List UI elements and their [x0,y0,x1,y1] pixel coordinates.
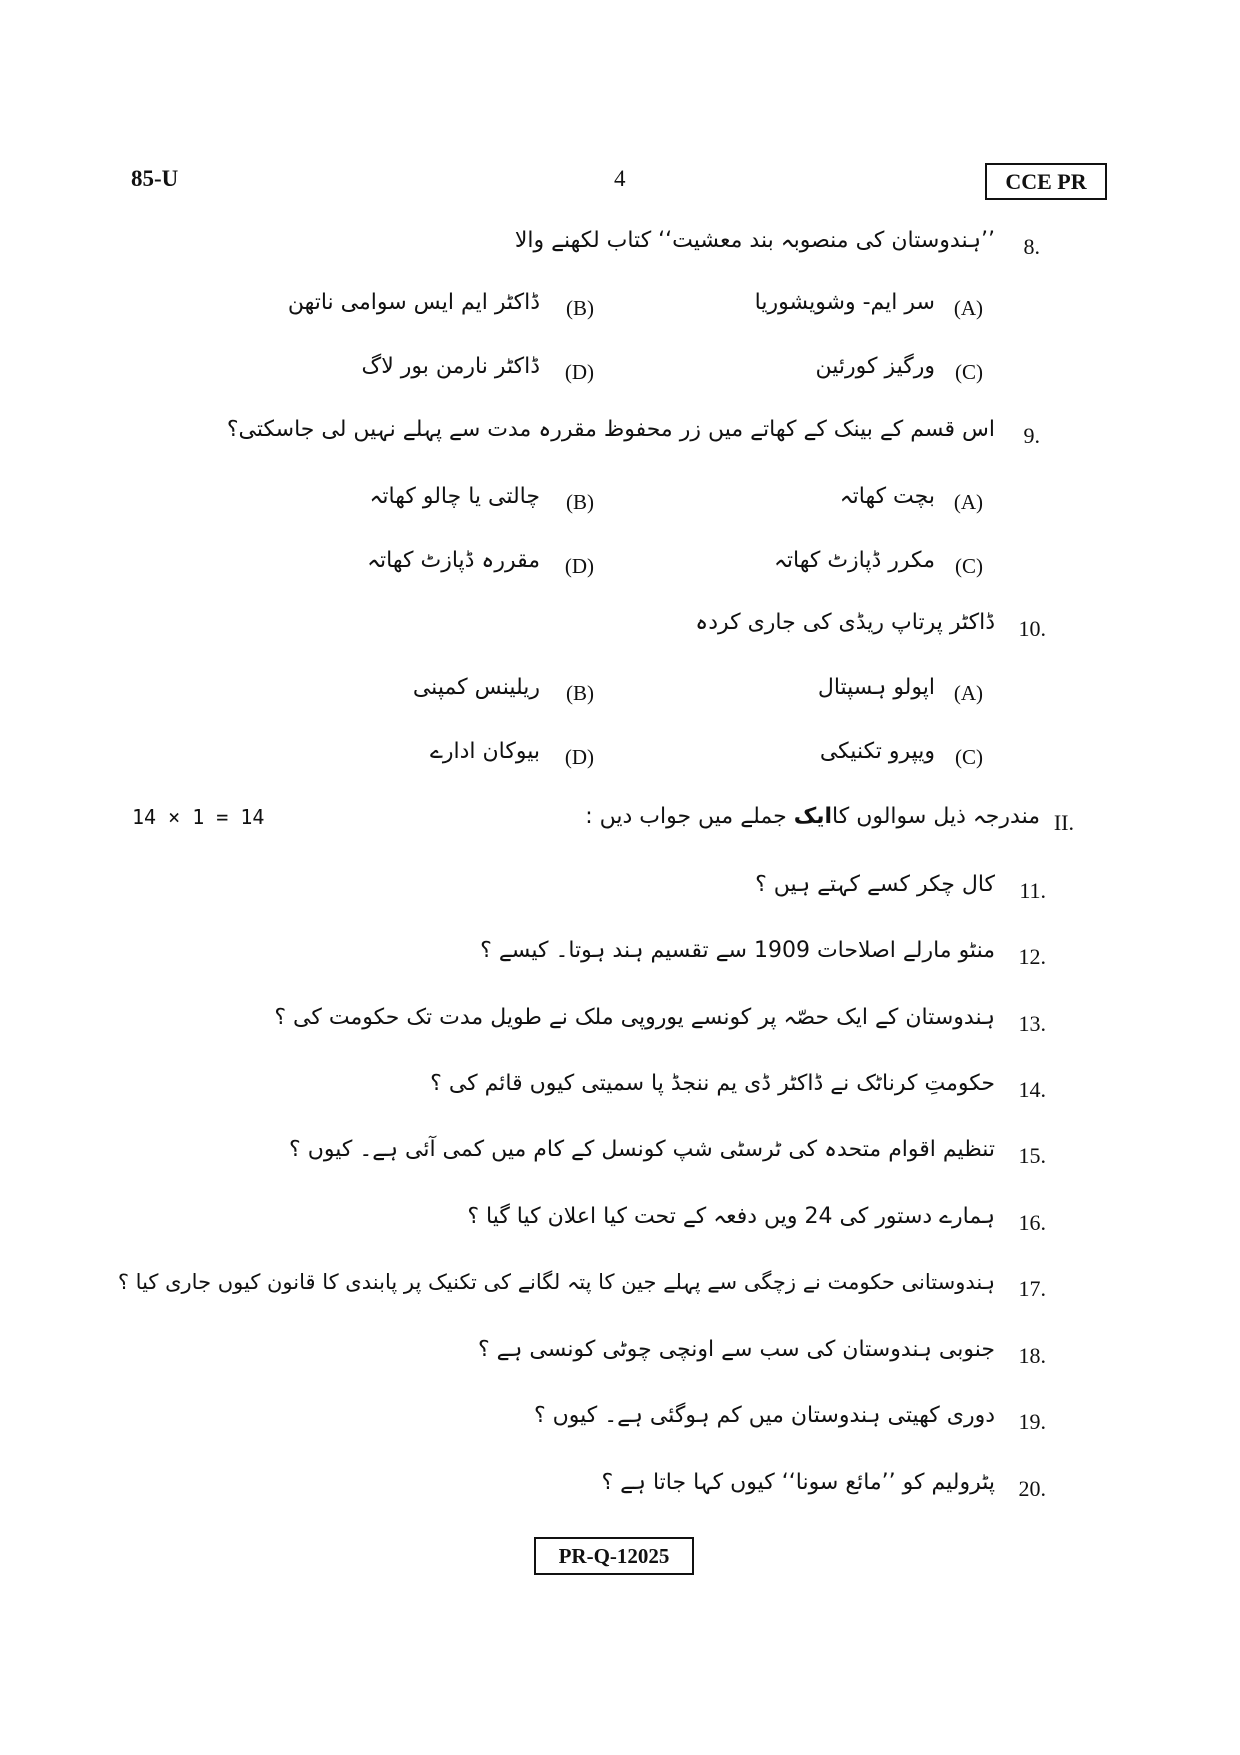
question-text: ڈاکٹر پرتاپ ریڈی کی جاری کردہ [695,610,995,635]
question-number: 8. [1023,234,1040,259]
question-text: ہندوستان کے ایک حصّہ پر کونسے یوروپی ملک نے طویل مدت تک حکومت کی ؟ [274,1005,995,1030]
question-number: 20. [1018,1476,1046,1501]
option-letter: (A) [953,490,983,514]
option-text: ڈاکٹر ایم ایس سوامی ناتھن [287,290,540,315]
question-number: 11. [1019,878,1046,903]
question-text: ہمارے دستور کی 24 ویں دفعہ کے تحت کیا اعلان کیا گیا ؟ [467,1204,995,1229]
option-text: مکرر ڈپازٹ کھاتہ [774,548,935,573]
question-text: ہندوستانی حکومت نے زچگی سے پہلے جین کا پتہ لگانے کی تکنیک پر پابندی کا قانون کیوں جاری کیا ؟ [117,1270,995,1294]
option-text: چالتی یا چالو کھاتہ [369,484,540,509]
option-letter: (A) [953,681,983,705]
option-text: بیوکان ادارے [430,739,540,764]
option-letter: (C) [955,554,983,578]
question-text: تنظیم اقوام متحدہ کی ٹرسٹی شپ کونسل کے کام میں کمی آئی ہے۔ کیوں ؟ [289,1137,995,1162]
question-text: اس قسم کے بینک کے کھاتے میں زر محفوظ مقررہ مدت سے پہلے نہیں لی جاسکتی؟ [226,417,995,442]
section-label: II. [1053,810,1074,835]
option-text: ریلینس کمپنی [412,675,540,700]
option-text: ویپرو تکنیکی [819,739,935,764]
question-text: حکومتِ کرناٹک نے ڈاکٹر ڈی یم ننجڈ پا سمیتی کیوں قائم کی ؟ [430,1071,995,1096]
question-number: 14. [1018,1077,1046,1102]
section-instruction [585,804,1040,829]
question-number: 16. [1018,1210,1046,1235]
option-letter: (C) [955,360,983,384]
option-text: سر ایم- وشویشوریا [754,290,935,315]
option-letter: (B) [566,490,594,514]
exam-code-box: CCE PR [985,163,1107,200]
option-text: مقررہ ڈپازٹ کھاتہ [367,548,540,573]
page-number: 4 [614,166,626,191]
marks-allocation: 14 × 1 = 14 [132,805,265,829]
footer-code-box: PR-Q-12025 [534,1537,694,1575]
instruction-emphasis: ایک [793,804,833,829]
question-number: 12. [1018,944,1046,969]
question-number: 9. [1023,423,1040,448]
option-letter: (C) [955,745,983,769]
option-text: ورگیز کورئین [815,354,935,379]
option-text: اپولو ہسپتال [817,675,935,700]
option-letter: (D) [564,554,594,578]
option-text: بچت کھاتہ [839,484,935,509]
question-text: جنوبی ہندوستان کی سب سے اونچی چوٹی کونسی ہے ؟ [477,1337,995,1362]
option-letter: (B) [566,296,594,320]
question-text: دوری کھیتی ہندوستان میں کم ہوگئی ہے۔ کیوں ؟ [533,1403,995,1428]
instruction-pre: مندرجہ ذیل سوالوں کا [832,804,1040,829]
question-number: 15. [1018,1143,1046,1168]
question-text: ’’ہندوستان کی منصوبہ بند معشیت‘‘ کتاب لکھنے والا [514,228,995,253]
question-text: منٹو مارلے اصلاحات 1909 سے تقسیم ہند ہوتا۔ کیسے ؟ [480,938,995,963]
instruction-post: جملے میں جواب دیں : [585,804,787,829]
option-text: ڈاکٹر نارمن بور لاگ [361,354,540,379]
option-letter: (D) [564,745,594,769]
option-letter: (A) [953,296,983,320]
question-number: 10. [1018,616,1046,641]
option-letter: (D) [564,360,594,384]
question-text: کال چکر کسے کہتے ہیں ؟ [755,872,995,897]
question-number: 17. [1018,1276,1046,1301]
question-number: 18. [1018,1343,1046,1368]
question-number: 13. [1018,1011,1046,1036]
option-letter: (B) [566,681,594,705]
question-number: 19. [1018,1409,1046,1434]
question-text: پٹرولیم کو ’’مائع سونا‘‘ کیوں کہا جاتا ہے ؟ [601,1470,995,1495]
paper-code: 85-U [131,166,179,191]
